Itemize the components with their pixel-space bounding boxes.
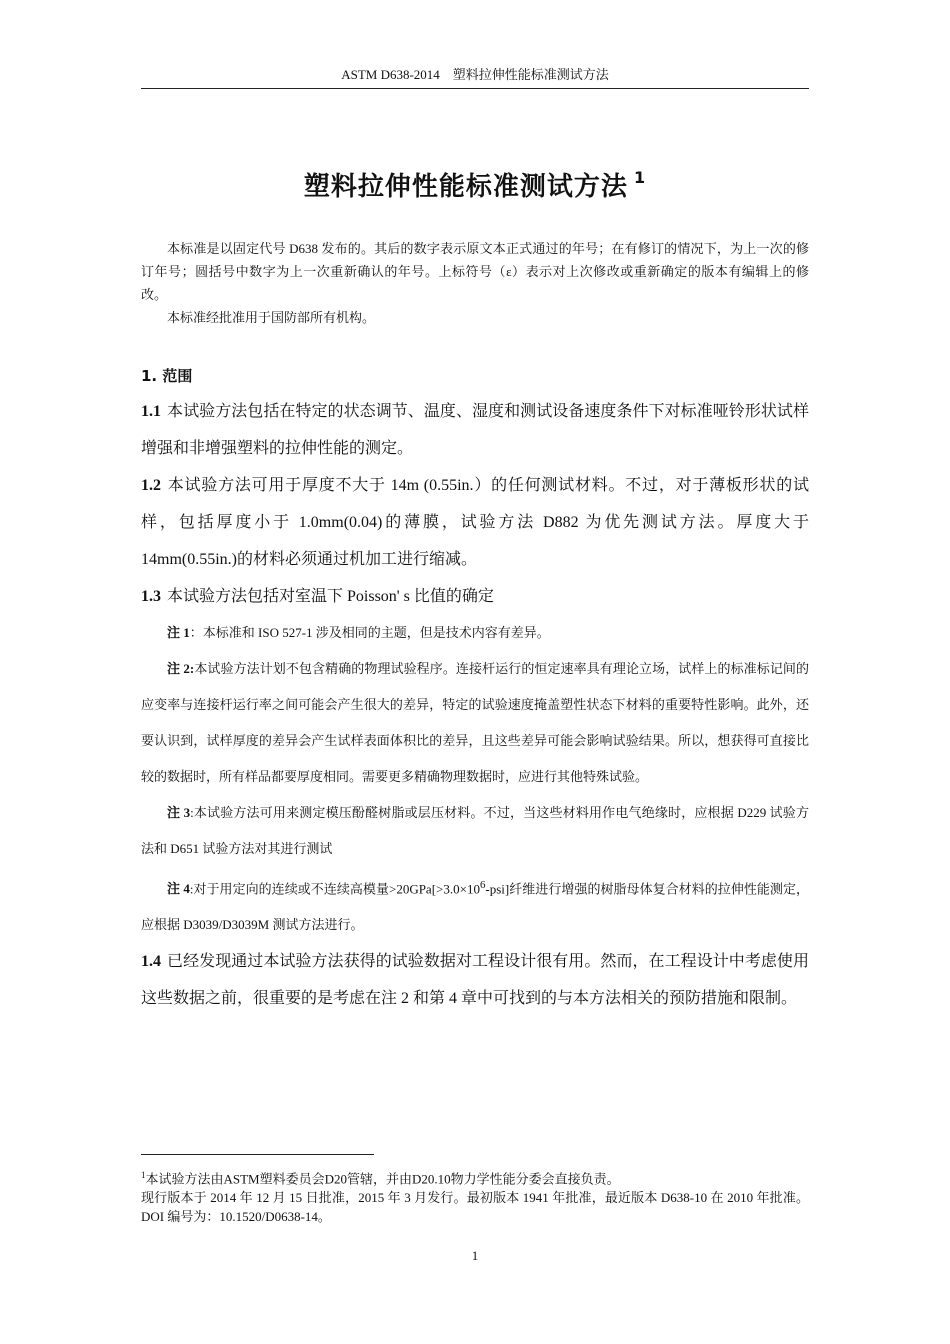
footnote-rule bbox=[141, 1154, 374, 1155]
clause-text: 本试验方法包括对室温下 Poisson' s 比值的确定 bbox=[167, 588, 494, 605]
title-footnote-mark: 1 bbox=[633, 168, 647, 187]
clause-number: 1.3 bbox=[141, 588, 161, 605]
page-number: 1 bbox=[471, 1248, 479, 1263]
note-label: 注 1 bbox=[167, 625, 190, 640]
note-text: :对于用定向的连续或不连续高模量>20GPa[>3.0×10 bbox=[189, 881, 480, 897]
clause-number: 1.4 bbox=[141, 953, 161, 971]
clause-1-2 bbox=[141, 467, 809, 578]
clause-text: 本试验方法可用于厚度不大于 14m (0.55in.）的任何测试材料。不过，对于薄板形状的试样，包括厚度小于 1.0mm(0.04)的薄膜，试验方法 D882 为优先测试方法。厚度大于 14mm(0.55in.)的材料必须通过机加工进行缩减。 bbox=[141, 477, 809, 568]
note-label: 注 2: bbox=[167, 661, 195, 676]
footnote-text: 本试验方法由ASTM塑料委员会D20管辖，并由D20.10物力学性能分委会直接负责。 bbox=[145, 1171, 620, 1187]
clause-1-1 bbox=[141, 393, 809, 467]
note-label: 注 4 bbox=[167, 881, 190, 897]
header-rule bbox=[141, 88, 809, 89]
intro-paragraph-2: 本标准经批准用于国防部所有机构。 bbox=[167, 310, 376, 325]
document-title bbox=[141, 158, 809, 207]
footnote-approval: 现行版本于 2014 年 12 月 15 日批准，2015 年 3 月发行。最初版本 1941 年批准，最近版本 D638-10 在 2010 年批准。DOI 编号为：10.1520/D0638-14。 bbox=[141, 1190, 809, 1225]
clause-number: 1.1 bbox=[141, 403, 161, 420]
clause-1-4 bbox=[141, 943, 809, 1017]
clause-text: 本试验方法包括在特定的状态调节、温度、湿度和测试设备速度条件下对标准哑铃形状试样增强和非增强塑料的拉伸性能的测定。 bbox=[141, 403, 809, 457]
footnotes bbox=[141, 1166, 809, 1226]
note-3 bbox=[141, 795, 809, 867]
exponent: 6 bbox=[479, 879, 486, 891]
note-text-continued: -psi]纤维进行增强的树脂母体复合材料的拉伸性能测定，应根据 D3039/D3039M 测试方法进行。 bbox=[141, 881, 809, 933]
footnote-1 bbox=[141, 1166, 809, 1188]
note-2 bbox=[141, 651, 809, 795]
note-4 bbox=[141, 867, 809, 943]
document-body bbox=[141, 237, 809, 1017]
note-text: ：本标准和 ISO 527-1 涉及相同的主题，但是技术内容有差异。 bbox=[189, 625, 550, 640]
footnote-mark: 1 bbox=[141, 1170, 146, 1180]
intro bbox=[141, 237, 809, 329]
note-text: 本试验方法计划不包含精确的物理试验程序。连接杆运行的恒定速率具有理论立场，试样上的标准标记间的应变率与连接杆运行率之间可能会产生很大的差异，特定的试验速度掩盖塑性状态下材料的重要特性影响。此外，还要认识到，试样厚度的差异会产生试样表面体积比的差异，且这些差异可能会影响试验结果。所以，想获得可直接比较的数据时，所有样品都要厚度相同。需要更多精确物理数据时，应进行其他特殊试验。 bbox=[141, 661, 809, 784]
title-text: 塑料拉伸性能标准测试方法 bbox=[303, 172, 628, 202]
clause-number: 1.2 bbox=[141, 477, 161, 494]
clause-text: 已经发现通过本试验方法获得的试验数据对工程设计很有用。然而，在工程设计中考虑使用这些数据之前，很重要的是考虑在注 2 和第 4 章中可找到的与本方法相关的预防措施和限制。 bbox=[141, 953, 809, 1008]
intro-paragraph-1: 本标准是以固定代号 D638 发布的。其后的数字表示原文本正式通过的年号；在有修订的情况下，为上一次的修订年号；圆括号中数字为上一次重新确认的年号。上标符号（ε）表示对上次修改或重新确定的版本有编辑上的修改。 bbox=[141, 241, 809, 302]
note-text: :本试验方法可用来测定模压酚醛树脂或层压材料。不过，当这些材料用作电气绝缘时，应根据 D229 试验方法和 D651 试验方法对其进行测试 bbox=[141, 805, 809, 856]
running-header: ASTM D638-2014 塑料拉伸性能标准测试方法 bbox=[341, 67, 609, 82]
note-1 bbox=[141, 615, 809, 651]
note-label: 注 3 bbox=[167, 805, 191, 820]
section-heading-scope: 1. 范围 bbox=[141, 367, 193, 385]
clause-1-3 bbox=[141, 578, 809, 615]
